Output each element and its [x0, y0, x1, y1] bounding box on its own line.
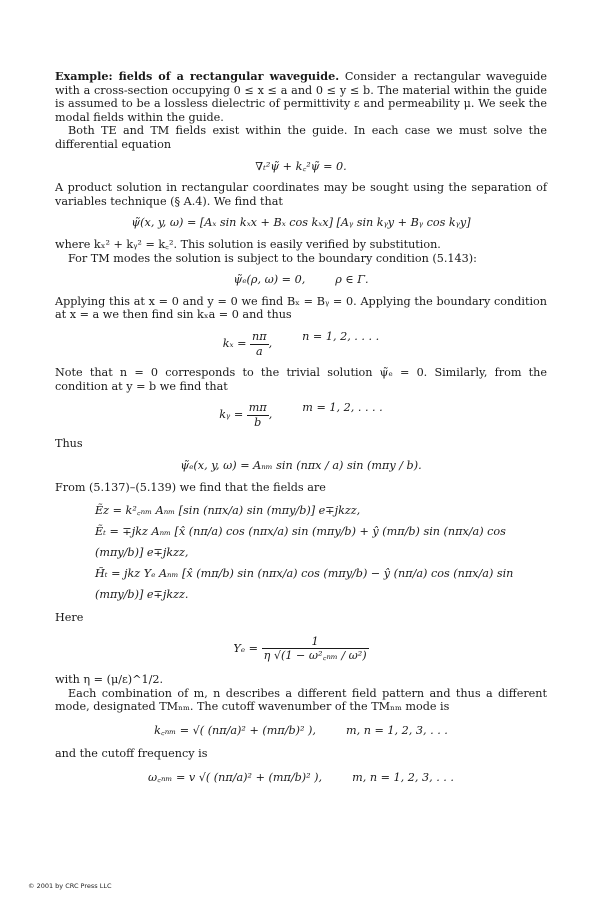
ye-numerator: 1	[262, 635, 369, 650]
ky-fraction	[247, 401, 269, 429]
kx-condition: n = 1, 2, . . . .	[302, 329, 380, 343]
equation-cutoff-frequency	[55, 771, 547, 785]
kc-condition: m, n = 1, 2, 3, . . .	[345, 723, 448, 737]
paragraph-9: From (5.137)–(5.139) we find that the fields are	[55, 480, 326, 494]
kx-fraction	[250, 330, 269, 358]
kx-numerator: nπ	[252, 329, 267, 343]
equation-admittance	[55, 635, 547, 663]
paragraph-3: A product solution in rectangular coordinates may be sought using the separation of variables technique (§ A.4). We find that	[55, 181, 547, 208]
paragraph-5: For TM modes the solution is subject to the boundary condition (5.143):	[68, 251, 477, 265]
wc-equation: ω꜀ₙₘ = v √( (nπ/a)² + (mπ/b)² ),	[148, 771, 323, 784]
ky-numerator: mπ	[248, 401, 267, 415]
equation-mode-function: ψ̃ₑ(x, y, ω) = Aₙₘ sin (nπx / a) sin (mπy / b).	[180, 459, 422, 473]
ky-denominator: b	[254, 415, 262, 429]
field-ez: Ẽz = k²꜀ₙₘ Aₙₘ [sin (nπx/a) sin (mπy/b)] e∓jkzz,	[95, 504, 361, 518]
paragraph-13: and the cutoff frequency is	[55, 747, 208, 761]
paragraph-11: with η = (μ/ε)^1/2.	[55, 673, 164, 687]
paragraph-6: Applying this at x = 0 and y = 0 we find Bₓ = Bᵧ = 0. Applying the boundary condition at x = a we then find sin kₓa = 0 and thus	[55, 294, 547, 322]
copyright-footer: © 2001 by CRC Press LLC	[28, 882, 112, 890]
example-heading: Example: fields of a rectangular waveguide.	[55, 69, 340, 83]
paragraph-8: Thus	[55, 437, 83, 451]
intro-paragraph	[55, 70, 547, 124]
equation-ky: kᵧ = $\frac{m\pi}{b}$ , m = 1, 2, . . . .	[219, 401, 383, 429]
equation-product-solution: ψ̃(x, y, ω) = [Aₓ sin kₓx + Bₓ cos kₓx] [Aᵧ sin kᵧy + Bᵧ cos kᵧy]	[131, 216, 471, 230]
equation-boundary-cond: ρ ∈ Γ.	[335, 273, 369, 287]
ye-fraction	[262, 635, 369, 663]
paragraph-10: Here	[55, 611, 84, 625]
equation-boundary	[55, 273, 547, 287]
equation-cutoff-wavenumber	[55, 724, 547, 738]
kc-equation: k꜀ₙₘ = √( (nπ/a)² + (mπ/b)² ),	[154, 723, 316, 737]
kx-lhs: kₓ =	[222, 337, 247, 350]
paragraph-12: Each combination of m, n describes a different field pattern and thus a different mode, designated TMₙₘ. The cutoff wavenumber of the TMₙₘ mode is	[55, 686, 547, 714]
ky-condition: m = 1, 2, . . . .	[302, 401, 383, 415]
paragraph-7: Note that n = 0 corresponds to the trivial solution ψ̃ₑ = 0. Similarly, from the condition at y = b we find that	[55, 366, 547, 393]
ye-denominator: η √(1 − ω²꜀ₙₘ / ω²)	[263, 649, 367, 663]
paragraph-4: where kₓ² + kᵧ² = k꜀². This solution is easily verified by substitution.	[55, 237, 441, 251]
page-body	[55, 70, 547, 795]
ye-lhs: Yₑ =	[233, 641, 258, 655]
equation-helmholtz: ∇ₜ²ψ̃ + k꜀²ψ̃ = 0.	[255, 159, 347, 173]
paragraph-2: Both TE and TM fields exist within the guide. In each case we must solve the differential equation	[55, 124, 547, 151]
intro-text: Consider a rectangular waveguide with a cross-section occupying 0 ≤ x ≤ a and 0 ≤ y ≤ b. The material within the guide is assumed to be a lossless dielectric of permittivity ε and permeability μ. We seek the modal fields within the guide.	[55, 70, 547, 124]
field-ht: H̃ₜ = jkz Yₑ Aₙₘ [x̂ (mπ/b) sin (nπx/a) cos (mπy/b) − ŷ (nπ/a) cos (nπx/a) sin (mπy/b)] e∓jkzz.	[95, 567, 514, 602]
kx-denominator: a	[255, 344, 263, 358]
field-equations	[95, 500, 547, 605]
ky-lhs: kᵧ =	[219, 408, 244, 422]
wc-condition: m, n = 1, 2, 3, . . .	[352, 771, 454, 784]
field-et: Ẽₜ = ∓jkz Aₙₘ [x̂ (nπ/a) cos (nπx/a) sin (mπy/b) + ŷ (mπ/b) sin (nπx/a) cos (mπy/b)] e∓jkzz,	[95, 525, 506, 560]
equation-kx: kₓ = $\frac{n\pi}{a}$ , n = 1, 2, . . . .	[222, 329, 380, 358]
equation-boundary-lhs: ψ̃ₑ(ρ, ω) = 0,	[233, 273, 306, 287]
